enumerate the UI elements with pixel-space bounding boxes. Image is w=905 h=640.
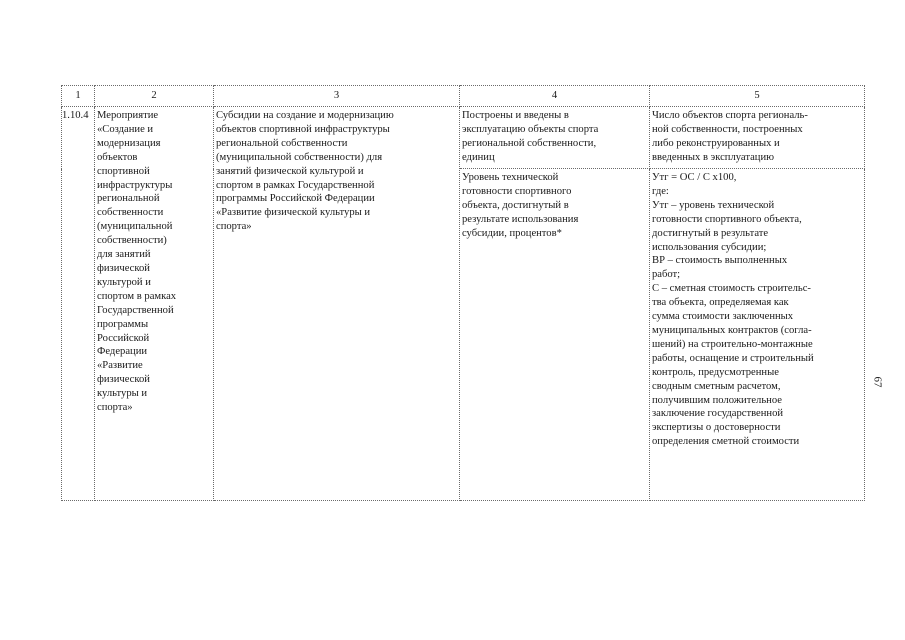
indicator-1-method: Число объектов спорта региональ- ной собственности, построенных либо реконструированных и введенных в эксплуатацию [652, 110, 808, 163]
page-number: 67 [871, 376, 884, 388]
header-col-5: 5 [650, 86, 865, 107]
row-number: 1.10.4 [62, 110, 89, 121]
subsidy-text: Субсидии на создание и модернизацию объектов спортивной инфраструктуры региональной собственности (муниципальной собственности) для занятий физической культурой и спортом в рамках Государственной программы Российской Федерации «Развитие физической культуры и спорта» [216, 110, 394, 233]
event-text: Мероприятие «Создание и модернизация объектов спортивной инфраструктуры региональной собственности (муниципальной собственности) для занятий физической культурой и спортом в рамках Государственной программы Российской Федерации «Развитие физической культуры и спорта» [97, 110, 177, 414]
indicator-1-name: Построены и введены в эксплуатацию объекты спорта региональной собственности, единиц [462, 110, 599, 163]
indicator-2-name-cell [460, 169, 650, 501]
header-col-1: 1 [62, 86, 95, 107]
header-col-2: 2 [95, 86, 214, 107]
indicator-1-method-cell [650, 107, 865, 169]
table-row [62, 107, 865, 169]
header-col-3: 3 [214, 86, 460, 107]
indicator-2-method: Утг = ОС / С х100, где: Утг – уровень технической готовности спортивного объекта, достигнутый в результате использования субсидии; ВР – стоимость выполненных работ; С – сметная стоимость строительс- тва объекта, определяемая как сумма стоимости заключенных муниципальных контрактов (согла- шений) на строительно-монтажные работы, оснащение и строительный контроль, предусмотренные сводным сметным расчетом, получившим положительное заключение государственной экспертизы о достоверности определения сметной стоимости [652, 172, 814, 448]
indicator-2-method-cell [650, 169, 865, 501]
indicator-1-name-cell [460, 107, 650, 169]
header-col-4: 4 [460, 86, 650, 107]
row-number-cell [62, 107, 95, 501]
document-table [61, 85, 865, 501]
subsidy-cell [214, 107, 460, 501]
indicator-2-name: Уровень технической готовности спортивного объекта, достигнутый в результате использования субсидии, процентов* [462, 172, 579, 239]
header-row [62, 86, 865, 107]
event-cell [95, 107, 214, 501]
